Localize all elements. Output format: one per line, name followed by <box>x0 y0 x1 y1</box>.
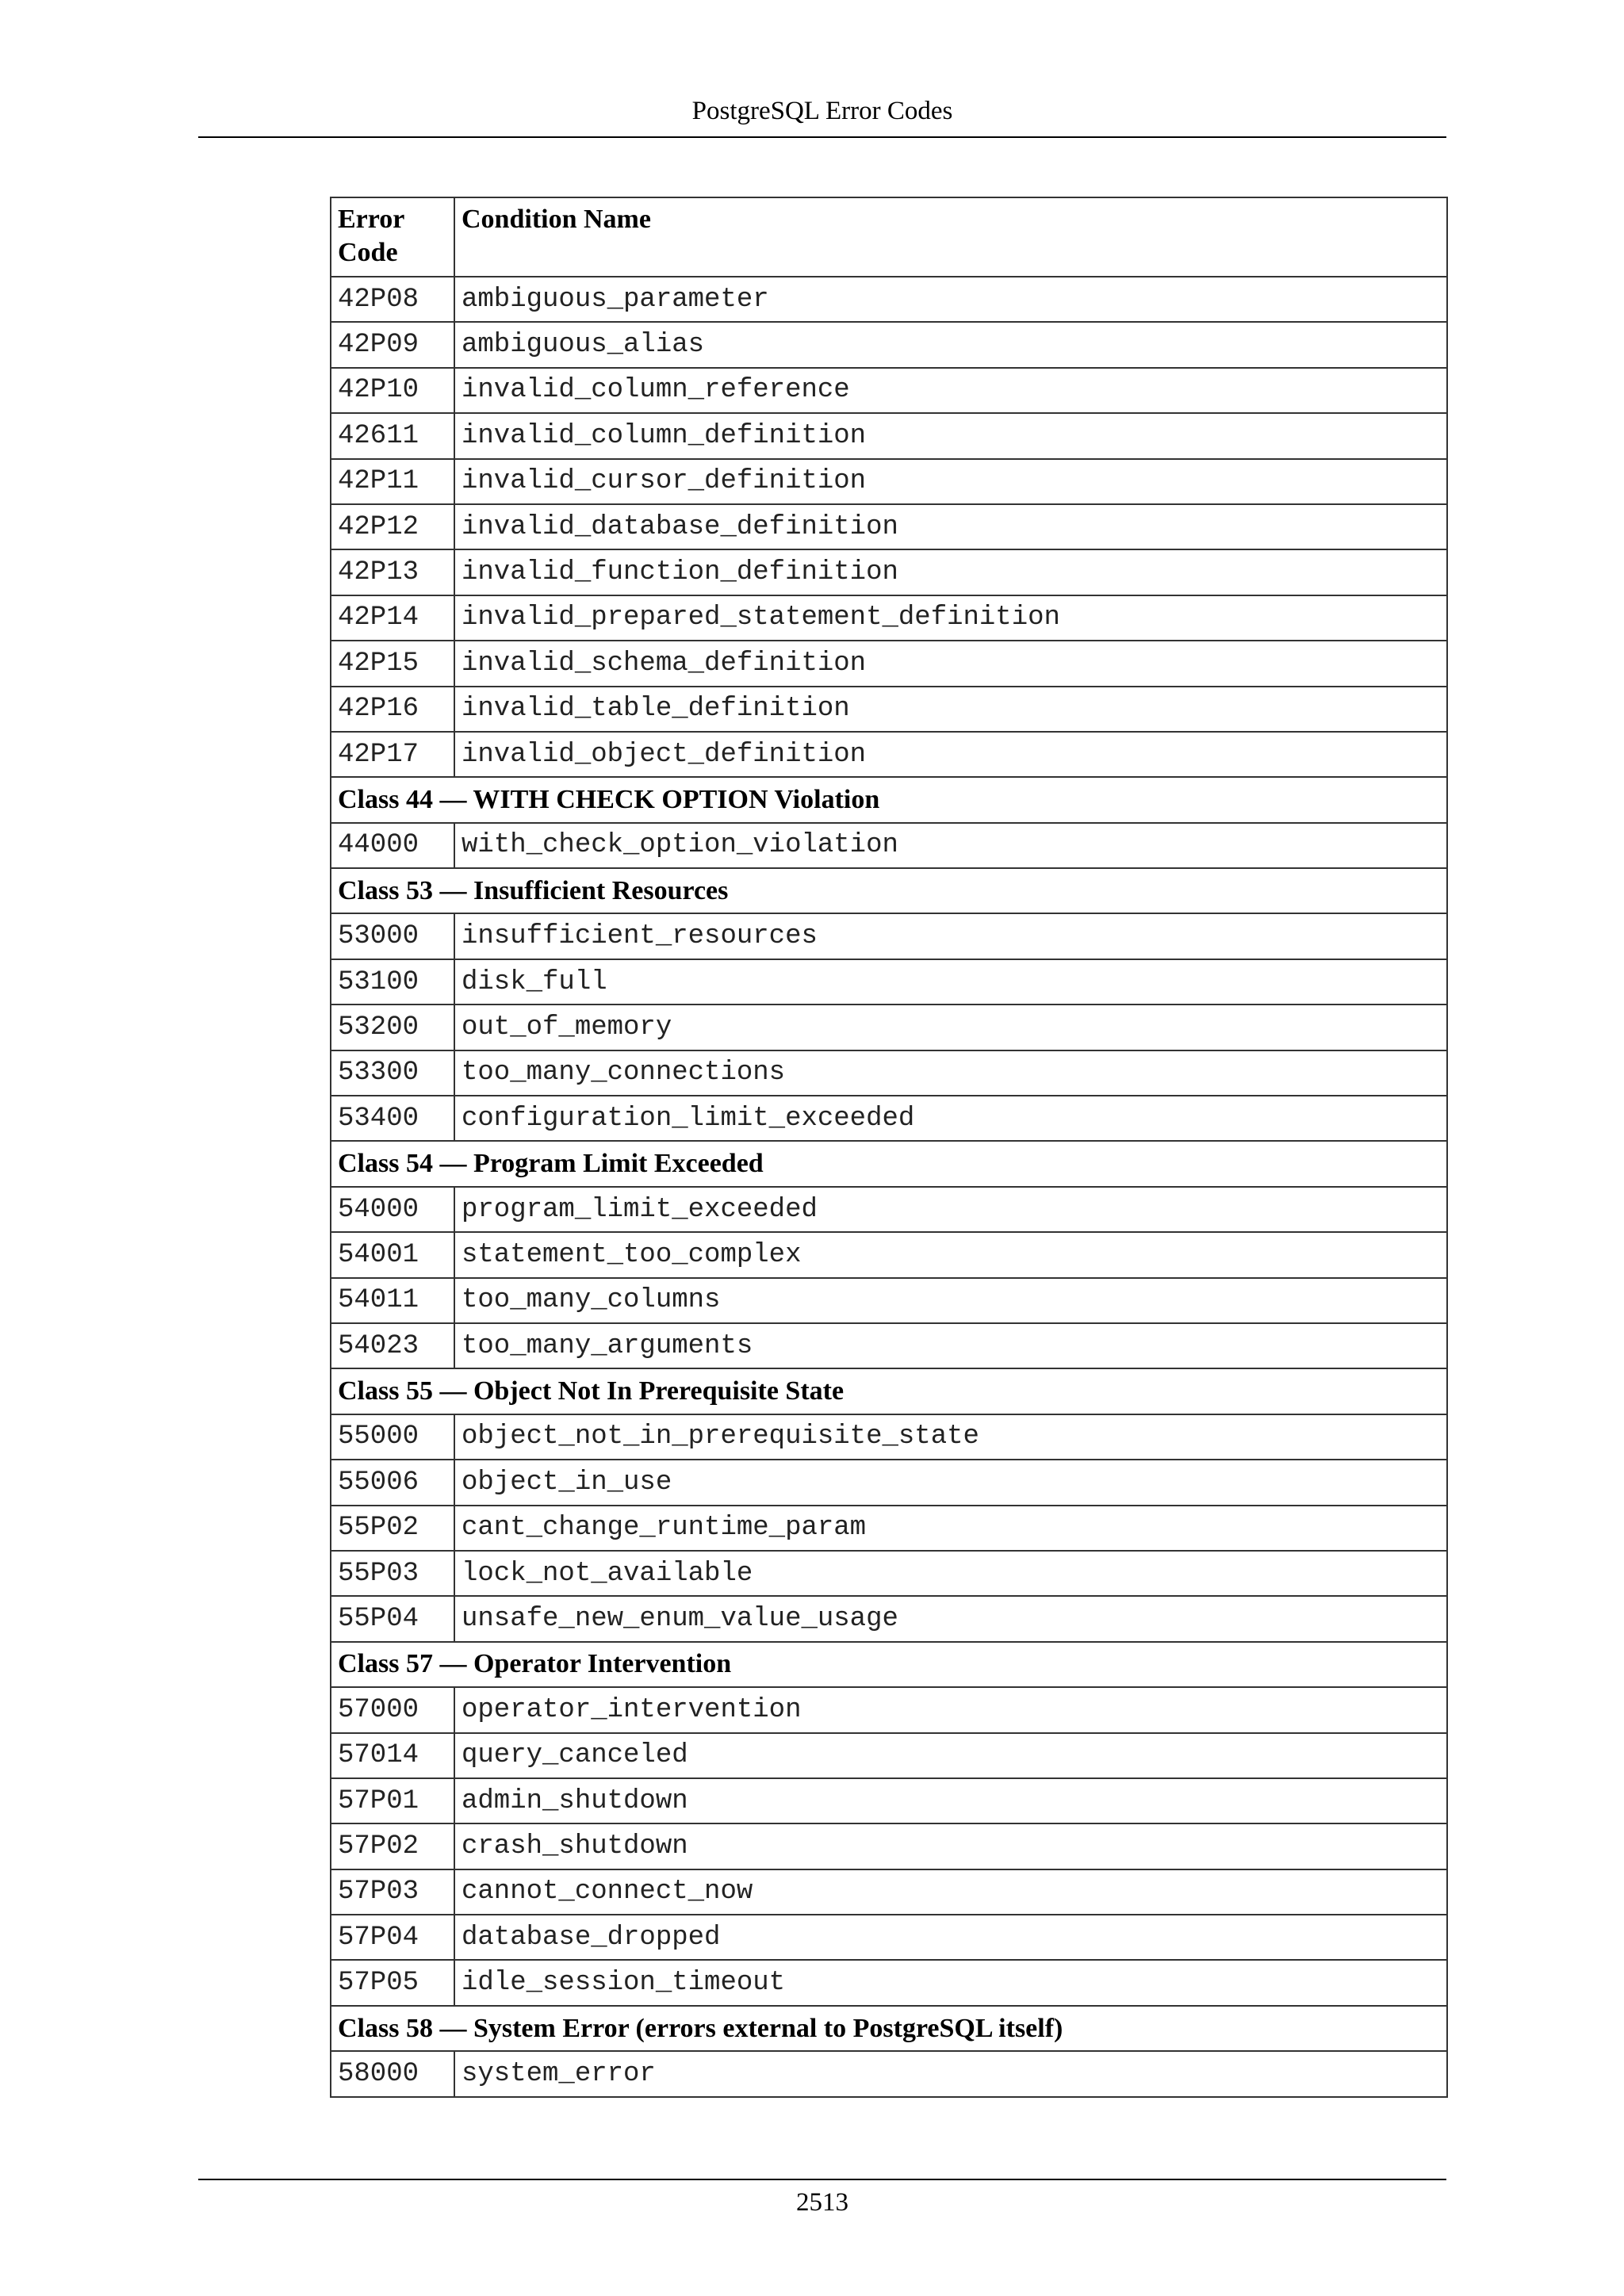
error-code-cell: 57000 <box>331 1687 454 1732</box>
condition-name-cell: invalid_schema_definition <box>454 641 1447 686</box>
class-heading-row <box>331 868 1447 913</box>
condition-name-cell: operator_intervention <box>454 1687 1447 1732</box>
table-row <box>331 641 1447 686</box>
table-row <box>331 277 1447 322</box>
condition-name-cell: database_dropped <box>454 1915 1447 1960</box>
page-header-title: PostgreSQL Error Codes <box>691 97 953 125</box>
error-code-cell: 42P09 <box>331 322 454 367</box>
error-code-cell: 42P13 <box>331 549 454 595</box>
table-row <box>331 1414 1447 1460</box>
error-code-cell: 42P08 <box>331 277 454 322</box>
error-code-cell: 53000 <box>331 913 454 959</box>
condition-name-cell: statement_too_complex <box>454 1232 1447 1277</box>
error-code-cell: 53200 <box>331 1004 454 1050</box>
table-row <box>331 459 1447 504</box>
column-header-condition-name: Condition Name <box>454 197 1447 277</box>
condition-name-cell: invalid_object_definition <box>454 732 1447 777</box>
error-code-cell: 55006 <box>331 1460 454 1505</box>
class-heading-row <box>331 1368 1447 1414</box>
error-code-cell: 53100 <box>331 959 454 1004</box>
condition-name-cell: invalid_table_definition <box>454 687 1447 732</box>
table-row <box>331 1687 1447 1732</box>
table-row <box>331 1915 1447 1960</box>
error-code-cell: 42611 <box>331 413 454 458</box>
condition-name-cell: ambiguous_alias <box>454 322 1447 367</box>
table-row <box>331 823 1447 868</box>
condition-name-cell: too_many_columns <box>454 1278 1447 1323</box>
table-row <box>331 1232 1447 1277</box>
error-code-cell: 54000 <box>331 1187 454 1232</box>
class-heading: Class 53 — Insufficient Resources <box>331 868 1447 913</box>
error-code-cell: 42P16 <box>331 687 454 732</box>
page-number: 2513 <box>796 2188 848 2217</box>
condition-name-cell: with_check_option_violation <box>454 823 1447 868</box>
condition-name-cell: invalid_database_definition <box>454 504 1447 549</box>
error-code-cell: 57P02 <box>331 1823 454 1869</box>
table-row <box>331 1960 1447 2005</box>
condition-name-cell: system_error <box>454 2051 1447 2096</box>
condition-name-cell: invalid_function_definition <box>454 549 1447 595</box>
table-row <box>331 504 1447 549</box>
table-row <box>331 2051 1447 2096</box>
condition-name-cell: insufficient_resources <box>454 913 1447 959</box>
condition-name-cell: unsafe_new_enum_value_usage <box>454 1596 1447 1641</box>
error-code-cell: 57P05 <box>331 1960 454 2005</box>
table-body <box>331 277 1447 2097</box>
table-row <box>331 913 1447 959</box>
table-row <box>331 1050 1447 1096</box>
table-row <box>331 959 1447 1004</box>
table-row <box>331 1187 1447 1232</box>
table-row <box>331 1778 1447 1823</box>
error-code-cell: 53300 <box>331 1050 454 1096</box>
class-heading-row <box>331 777 1447 822</box>
condition-name-cell: cannot_connect_now <box>454 1869 1447 1915</box>
condition-name-cell: admin_shutdown <box>454 1778 1447 1823</box>
error-code-cell: 55P03 <box>331 1551 454 1596</box>
table-row <box>331 1869 1447 1915</box>
table-row <box>331 732 1447 777</box>
table-row <box>331 1278 1447 1323</box>
condition-name-cell: object_not_in_prerequisite_state <box>454 1414 1447 1460</box>
class-heading-row <box>331 1141 1447 1186</box>
class-heading: Class 58 — System Error (errors external to PostgreSQL itself) <box>331 2006 1447 2051</box>
error-code-cell: 57P01 <box>331 1778 454 1823</box>
error-code-cell: 42P17 <box>331 732 454 777</box>
error-code-cell: 42P12 <box>331 504 454 549</box>
condition-name-cell: crash_shutdown <box>454 1823 1447 1869</box>
error-code-cell: 44000 <box>331 823 454 868</box>
footer-rule <box>198 2179 1446 2180</box>
condition-name-cell: lock_not_available <box>454 1551 1447 1596</box>
error-code-cell: 42P11 <box>331 459 454 504</box>
condition-name-cell: idle_session_timeout <box>454 1960 1447 2005</box>
condition-name-cell: invalid_column_definition <box>454 413 1447 458</box>
table-row <box>331 595 1447 641</box>
class-heading: Class 57 — Operator Intervention <box>331 1642 1447 1687</box>
condition-name-cell: too_many_arguments <box>454 1323 1447 1368</box>
table-row <box>331 1596 1447 1641</box>
condition-name-cell: program_limit_exceeded <box>454 1187 1447 1232</box>
condition-name-cell: ambiguous_parameter <box>454 277 1447 322</box>
table-row <box>331 322 1447 367</box>
table-row <box>331 1004 1447 1050</box>
table-row <box>331 1096 1447 1141</box>
error-code-cell: 57P04 <box>331 1915 454 1960</box>
error-code-cell: 53400 <box>331 1096 454 1141</box>
error-code-cell: 42P15 <box>331 641 454 686</box>
error-code-cell: 54001 <box>331 1232 454 1277</box>
condition-name-cell: object_in_use <box>454 1460 1447 1505</box>
class-heading-row <box>331 2006 1447 2051</box>
header-rule <box>198 136 1446 138</box>
table-row <box>331 1823 1447 1869</box>
table-row <box>331 1460 1447 1505</box>
error-code-cell: 58000 <box>331 2051 454 2096</box>
error-code-cell: 55P02 <box>331 1506 454 1551</box>
error-code-cell: 57P03 <box>331 1869 454 1915</box>
table-row <box>331 1506 1447 1551</box>
condition-name-cell: configuration_limit_exceeded <box>454 1096 1447 1141</box>
condition-name-cell: invalid_prepared_statement_definition <box>454 595 1447 641</box>
error-code-cell: 55000 <box>331 1414 454 1460</box>
class-heading-row <box>331 1642 1447 1687</box>
table-row <box>331 1551 1447 1596</box>
error-code-cell: 55P04 <box>331 1596 454 1641</box>
error-code-cell: 42P14 <box>331 595 454 641</box>
condition-name-cell: cant_change_runtime_param <box>454 1506 1447 1551</box>
table-row <box>331 413 1447 458</box>
condition-name-cell: out_of_memory <box>454 1004 1447 1050</box>
table-row <box>331 1733 1447 1778</box>
condition-name-cell: invalid_cursor_definition <box>454 459 1447 504</box>
column-header-error-code: Error Code <box>331 197 454 277</box>
table-row <box>331 549 1447 595</box>
error-codes-table <box>330 197 1448 2098</box>
class-heading: Class 55 — Object Not In Prerequisite State <box>331 1368 1447 1414</box>
error-code-cell: 54011 <box>331 1278 454 1323</box>
table-header-row <box>331 197 1447 277</box>
error-code-cell: 42P10 <box>331 368 454 413</box>
class-heading: Class 54 — Program Limit Exceeded <box>331 1141 1447 1186</box>
table-row <box>331 687 1447 732</box>
condition-name-cell: disk_full <box>454 959 1447 1004</box>
condition-name-cell: invalid_column_reference <box>454 368 1447 413</box>
condition-name-cell: query_canceled <box>454 1733 1447 1778</box>
error-code-cell: 57014 <box>331 1733 454 1778</box>
class-heading: Class 44 — WITH CHECK OPTION Violation <box>331 777 1447 822</box>
error-code-cell: 54023 <box>331 1323 454 1368</box>
condition-name-cell: too_many_connections <box>454 1050 1447 1096</box>
table-row <box>331 1323 1447 1368</box>
table-row <box>331 368 1447 413</box>
